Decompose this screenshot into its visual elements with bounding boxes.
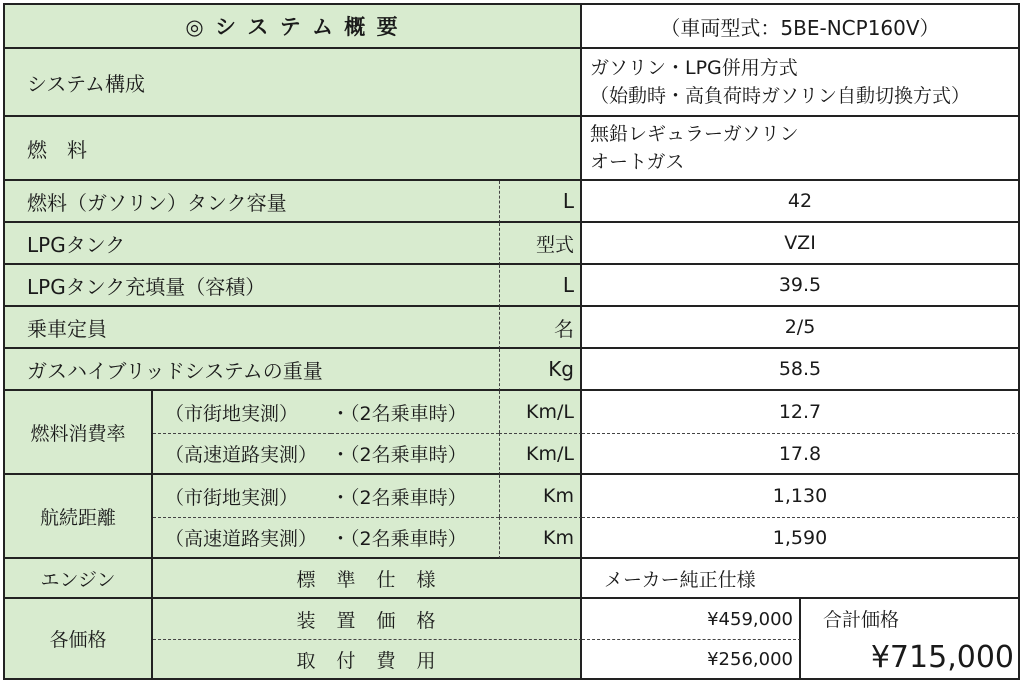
price-label: 各価格 <box>3 599 153 680</box>
fuel-line2: オートガス <box>590 151 685 173</box>
gas-tank-label: 燃料（ガソリン）タンク容量 <box>3 181 499 223</box>
range-label: 航続距離 <box>3 475 153 559</box>
range-city-ride: ・（2名乗車時） <box>331 475 499 517</box>
system-overview-table <box>3 3 1020 680</box>
weight-unit: Kg <box>499 349 582 391</box>
lpg-fill-label: LPGタンク充填量（容積） <box>3 265 499 307</box>
weight-value: 58.5 <box>582 349 1020 391</box>
fuel-value <box>582 117 1020 181</box>
install-cost-value: ¥256,000 <box>582 639 801 680</box>
gas-tank-value: 42 <box>582 181 1020 223</box>
lpg-tank-unit: 型式 <box>499 223 582 265</box>
fuel-line1: 無鉛レギュラーガソリン <box>590 123 799 145</box>
table-title: ◎ シ ス テ ム 概 要 <box>3 3 582 49</box>
system-config-value <box>582 49 1020 117</box>
lpg-fill-value: 39.5 <box>582 265 1020 307</box>
lpg-fill-unit: L <box>499 265 582 307</box>
consumption-city-unit: Km/L <box>499 391 582 433</box>
range-city-unit: Km <box>499 475 582 517</box>
range-highway-unit: Km <box>499 517 582 559</box>
fuel-label: 燃 料 <box>3 117 582 181</box>
consumption-highway-unit: Km/L <box>499 433 582 475</box>
consumption-highway-ride: ・（2名乗車時） <box>331 433 499 475</box>
lpg-tank-value: VZI <box>582 223 1020 265</box>
total-price-value: ¥715,000 <box>870 640 1014 675</box>
engine-label: エンジン <box>3 559 153 599</box>
weight-label: ガスハイブリッドシステムの重量 <box>3 349 499 391</box>
consumption-city-value: 12.7 <box>582 391 1020 433</box>
gas-tank-unit: L <box>499 181 582 223</box>
range-city-value: 1,130 <box>582 475 1020 517</box>
range-highway-ride: ・（2名乗車時） <box>331 517 499 559</box>
capacity-label: 乗車定員 <box>3 307 499 349</box>
device-price-value: ¥459,000 <box>582 599 801 639</box>
engine-spec-label: 標 準 仕 様 <box>153 559 582 599</box>
system-config-label: システム構成 <box>3 49 582 117</box>
range-city-cond: （市街地実測） <box>153 475 331 517</box>
consumption-city-cond: （市街地実測） <box>153 391 331 433</box>
consumption-city-ride: ・（2名乗車時） <box>331 391 499 433</box>
system-config-line1: ガソリン・LPG併用方式 <box>590 57 798 79</box>
system-config-line2: （始動時・高負荷時ガソリン自動切換方式） <box>590 85 971 107</box>
consumption-highway-value: 17.8 <box>582 433 1020 475</box>
install-cost-label: 取 付 費 用 <box>153 639 582 680</box>
engine-value: メーカー純正仕様 <box>582 559 1020 599</box>
capacity-unit: 名 <box>499 307 582 349</box>
total-price-box <box>801 599 1020 680</box>
device-price-label: 装 置 価 格 <box>153 599 582 639</box>
range-highway-cond: （高速道路実測） <box>153 517 331 559</box>
consumption-highway-cond: （高速道路実測） <box>153 433 331 475</box>
vehicle-model: （車両型式：5BE-NCP160V） <box>582 3 1020 49</box>
lpg-tank-label: LPGタンク <box>3 223 499 265</box>
capacity-value: 2/5 <box>582 307 1020 349</box>
consumption-label: 燃料消費率 <box>3 391 153 475</box>
range-highway-value: 1,590 <box>582 517 1020 559</box>
total-price-label: 合計価格 <box>823 609 900 631</box>
